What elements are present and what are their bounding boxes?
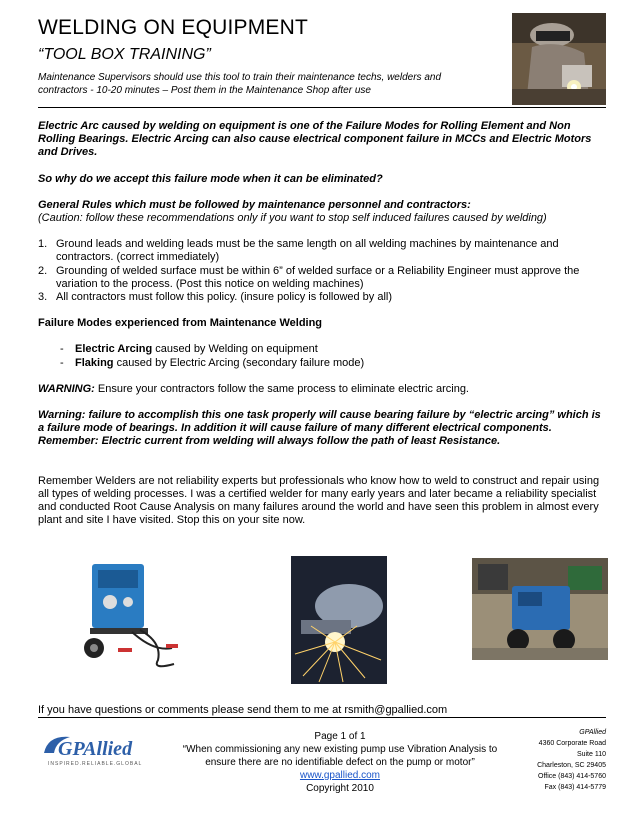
list-item: - Flaking caused by Electric Arcing (secondary failure mode) (60, 356, 365, 369)
gpallied-logo (40, 729, 160, 769)
intro-paragraph: Electric Arc caused by welding on equipment is one of the Failure Modes for Rolling Element and Non Rolling Bearings. Electric Arcing can also cause electrical component failure in MCCs and Electric Motors and Drives. (38, 120, 592, 159)
list-item: 2. Grounding of welded surface must be within 6” of welded surface or a Reliability Engineer must approve the variation to the process. (Post this notice on welding machines) (38, 264, 580, 290)
page-subtitle: “TOOL BOX TRAINING” (38, 46, 211, 63)
document-body (38, 120, 608, 527)
footer-divider (38, 717, 606, 718)
warning-line: WARNING: Ensure your contractors follow the same process to eliminate electric arcing. (38, 382, 469, 395)
contact-line: If you have questions or comments please send them to me at rsmith@gpallied.com (38, 704, 448, 716)
rules-list (38, 238, 608, 304)
address-line: Fax (843) 414-5779 (544, 784, 606, 791)
failure-modes-list (38, 343, 608, 369)
failure-modes-heading: Failure Modes experienced from Maintenance Welding (38, 317, 323, 330)
welder-photo (512, 13, 606, 105)
svg-text:INSPIRED.RELIABLE.GLOBAL: INSPIRED.RELIABLE.GLOBAL (48, 761, 143, 767)
address-line: Suite 110 (576, 751, 606, 758)
welding-sparks-photo (291, 556, 387, 684)
list-item: 3. All contractors must follow this policy. (insure policy is followed by all) (38, 291, 393, 304)
portable-welder-photo (472, 558, 608, 660)
copyright: Copyright 2010 (306, 783, 374, 794)
footer-address (500, 727, 606, 793)
svg-text:GPAllied: GPAllied (58, 738, 133, 760)
website-link[interactable]: www.gpallied.com (299, 770, 381, 781)
question-paragraph: So why do we accept this failure mode when it can be eliminated? (38, 172, 383, 185)
warning-paragraph: Warning: failure to accomplish this one task properly will cause bearing failure by “electric arcing” which is a failure mode of bearings. In addition it will cause failure of many different electrical components. Remember: Electric current from welding will always follow the path of least Resistance. (38, 409, 601, 448)
footer-quote: “When commissioning any new existing pump use Vibration Analysis to ensure there are no identifiable defect on the pump or motor” (182, 744, 498, 768)
intro-text: Maintenance Supervisors should use this tool to train their maintenance techs, welders and contractors - 10-20 minutes – Post them in the Maintenance Shop after use (38, 72, 442, 96)
header-divider (38, 107, 606, 108)
page-number: Page 1 of 1 (314, 731, 366, 742)
footer-center (170, 730, 510, 795)
rules-heading: General Rules which must be followed by maintenance personnel and contractors: (38, 198, 471, 211)
welding-machine-photo (62, 552, 188, 678)
rules-caution: (Caution: follow these recommendations only if you want to stop self induced failures caused by welding) (38, 212, 547, 225)
list-item: - Electric Arcing caused by Welding on equipment (60, 343, 318, 356)
remember-paragraph: Remember Welders are not reliability experts but professionals who know how to weld to construct and repair using all types of welding processes. I was a certified welder for many early years and later became a reliability specialist and conducted Root Cause Analysis on many failures around the world and have seen this problem in almost every plant and site I have visited. Stop this on your site now. (38, 474, 600, 527)
list-item: 1. Ground leads and welding leads must be the same length on all welding machines by maintenance and contractors. (correct immediately) (38, 238, 559, 264)
address-line: 4360 Corporate Road (538, 740, 606, 747)
address-line: Office (843) 414-5760 (538, 773, 606, 780)
address-line: GPAllied (579, 729, 606, 736)
address-line: Charleston, SC 29405 (537, 762, 606, 769)
page-title: WELDING ON EQUIPMENT (38, 16, 309, 39)
